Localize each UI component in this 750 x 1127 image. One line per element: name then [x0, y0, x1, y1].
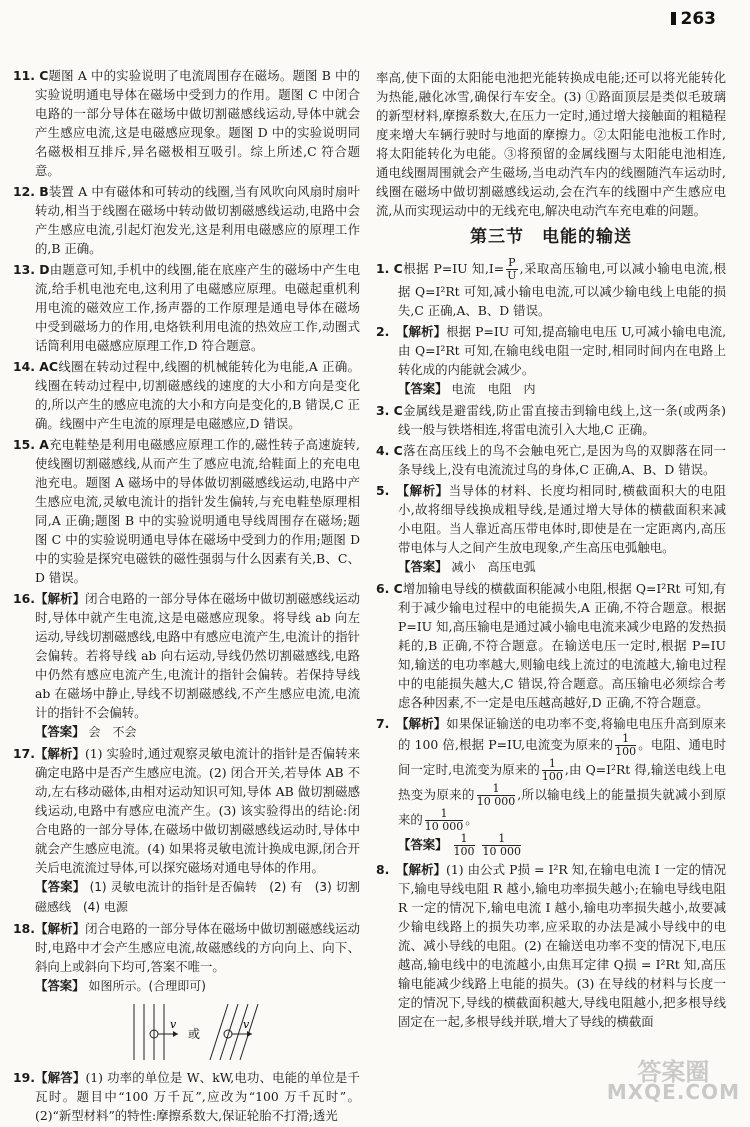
fraction: $\frac{1}{10 000}$ — [476, 782, 516, 808]
page-number: 263 — [671, 10, 717, 29]
field-lines-figure — [130, 1002, 260, 1062]
field-line — [230, 1004, 248, 1060]
right-column — [376, 68, 726, 1033]
arrow-head-icon — [173, 1031, 178, 1037]
velocity-label: v — [243, 1018, 250, 1031]
section-title: 第三节 电能的输送 — [470, 227, 632, 247]
question-17: 17.【解析】(1) 实验时,通过观察灵敏电流计的指针是否偏转来确定电路中是否产生感应电流。(2) 闭合开关,若导体 AB 不动,左右移动磁体,由相对运动知识可知,导体 AB 做切割磁感线运动,电路中有感应电流产生。(3) 该实验得出的结论:闭合电路的一部分导体,在磁场中做切割磁感线运动时,导体中就会产生感应电流。(4) 如果将灵敏电流计换成电源,闭合开关后电流流过导体,可以探究磁场对通电导体的作用。 【答案】 (1) 灵敏电流计的指针是否偏转 (2) 有 (3) 切割磁感线 (4) 电源 — [13, 746, 360, 914]
question-18: 18.【解析】闭合电路的一部分导体在磁场中做切割磁感线运动时,电路中才会产生感应电流,故磁感线的方向向上、向下、斜向上或斜向下均可,答案不唯一。 【答案】 如图所示。(合理即可) v 或 v — [13, 919, 360, 1062]
question-8: 8. 【解析】(1) 由公式 P损 = I²R 知,在输电电流 I 一定的情况下,输电导线电阻 R 越小,输电功率损失越小;在输电导线电阻 R 一定的情况下,输电电流 I 越小,输电功率损失越小,故要减少输电线路上的损失功率,应采取的办法是减小导线中的电流、减小导线的电阻。(2) 在输送电功率不变的情况下,电压越高,输电线中的电流越小,由焦耳定律 Q损 = I²Rt 知,高压输电能减少线路上电能的损失。(3) 在导线的材料与长度一定的情况下,导线的横截面积越大,导线电阻越小,把多根导线固定在一起,多根导线并联,增大了导线的横截面 — [376, 862, 726, 1029]
question-4: 4. C落在高压线上的鸟不会触电死亡,是因为鸟的双脚落在同一条导线上,没有电流流过鸟的身体,C 正确,A、B、D 错误。 — [376, 443, 726, 477]
question-15: 15. A充电鞋垫是利用电磁感应原理工作的,磁性转子高速旋转,使线圈切割磁感线,从而产生了感应电流,给鞋面上的充电电池充电。题图 A 磁场中的导体做切割磁感线运动,电路中产生感应电流,灵敏电流计的指针发生偏转,与充电鞋垫原理相同,A 正确;题图 B 中的实验说明通电导线周围存在磁场;题图 C 中的实验说明通电导体在磁场中受到力的作用;题图 D 中的实验是探究电磁铁的磁性强弱与什么因素有关,B、C、D 错误。 — [13, 437, 360, 585]
question-11: 11. C题图 A 中的实验说明了电流周围存在磁场。题图 B 中的实验说明通电导体在磁场中受到力的作用。题图 C 中闭合电路的一部分导体在磁场中做切割磁感线运动,导体中就会产生感应电流,这是电磁感应现象。题图 D 中的实验说明同名磁极相互排斥,异名磁极相互吸引。综上所述,C 符合题意。 — [13, 68, 360, 178]
fraction: $\frac{1}{100}$ — [615, 732, 637, 758]
question-19: 19.【解答】(1) 功率的单位是 W、kW,电功、电能的单位是千瓦时。题目中“100 万千瓦”,应改为“100 万千瓦时”。(2)“新型材料”的特性:摩擦系数大,保证轮胎不打滑;透光 — [13, 1070, 360, 1123]
answer-fraction: $\frac{1}{10 000}$ — [482, 832, 521, 858]
question-5: 5. 【解析】当导体的材料、长度均相同时,横截面积大的电阻小,故将细导线换成粗导线,是通过增大导体的横截面积来减小电阻。当人靠近高压带电体时,即使是在一定距离内,高压带电体与人之间产生放电现象,产生高压电弧触电。 【答案】 减小 高压电弧 — [376, 483, 726, 574]
answer-fraction: $\frac{1}{100}$ — [453, 832, 475, 858]
field-line — [220, 1004, 238, 1060]
field-line — [240, 1004, 258, 1060]
question-2: 2. 【解析】根据 P=IU 可知,提高输电电压 U,可减小输电电流,由 Q=I²Rt 可知,在输电线电阻一定时,相同时间内在电路上转化成的内能就会减少。 【答案】 电流 电阻 内 — [376, 324, 727, 396]
question-16: 16.【解析】闭合电路的一部分导体在磁场中做切割磁感线运动时,导体中就产生电流,这是电磁感应现象。将导线 ab 向左运动,导线切割磁感线,电路中有感应电流产生,电流计的指针会偏转。若将导线 ab 向右运动,导线仍然切割磁感线,电路中仍然有感应电流产生,电流计的指针会偏转。若保持导线 ab 在磁场中静止,导线不切割磁感线,不产生感应电流,电流计的指针不会偏转。 【答案】 会 不会 — [13, 591, 361, 739]
fraction: $\frac{1}{100}$ — [541, 757, 563, 783]
question-3: 3. C金属线是避雷线,防止雷直接击到输电线上,这一条(或两条)线一般与铁塔相连,将雷电流引入大地,C 正确。 — [376, 403, 726, 437]
fraction: $\frac{1}{10 000}$ — [424, 807, 464, 833]
velocity-label: v — [170, 1018, 177, 1031]
field-line — [210, 1004, 228, 1060]
watermark-logo: 答案圈 MXQE.COM — [606, 1058, 740, 1104]
left-column — [13, 66, 360, 1127]
question-13: 13. D由题意可知,手机中的线圈,能在底座产生的磁场中产生电流,给手机电池充电,这利用了电磁感应原理。电磁起重机利用电流的磁效应工作,扬声器的工作原理是通电导体在磁场中受到磁场力的作用,电烙铁利用电流的热效应工作,动圈式话筒利用电磁感应原理工作,D 符合题意。 — [13, 262, 360, 353]
question-7: 7. 【解析】如果保证输送的电功率不变,将输电电压升高到原来的 100 倍,根据 P=IU,电流变为原来的 $\frac{1}{100}$ 。电阻、通电时间一定时,电流变为原来的 $\frac{1}{100}$ ,由 Q=I²Rt 得,输送电线上电热变为原来的 $\frac{1}{10 000}$ ,所以输电线上的能量损失就减小到原来的 $\frac{1}{10 000}$ 。 【答案】 $\frac{1}{100}$ $\frac{1}{10 000}$ — [376, 716, 727, 858]
or-label: 或 — [188, 1027, 201, 1041]
question-12: 12. B装置 A 中有磁体和可转动的线圈,当有风吹向风扇时扇叶转动,相当于线圈在磁场中转动做切割磁感线运动,电路中会产生感应电流,引起灯泡发光,这是利用电磁感应的原理工作的,B 正确。 — [13, 184, 360, 256]
question-6: 6. C增加输电导线的横截面积能减小电阻,根据 Q=I²Rt 可知,有利于减少输电过程中的电能损失,A 正确,不符合题意。根据 P=IU 知,高压输电是通过减小输电电流来减少电路的发热损耗的,B 正确,不符合题意。在输送电压一定时,根据 P=IU 知,输送的电功率越大,则输电线上流过的电流越大,输电过程中的电能损失越大,C 错误,符合题意。高压输电必须综合考虑各种因素,不一定是电压越高越好,D 正确,不符合题意。 — [376, 581, 726, 710]
question-1: 1. C根据 P=IU 知,I= $\frac{P}{U}$ ,采取高压输电,可以减小输电电流,根据 Q=I²Rt 可知,减小输电电流,可以减少输电线上电能的损失,C 正确,A、B、D 错误。 — [376, 256, 726, 318]
question-14: 14. AC线圈在转动过程中,线圈的机械能转化为电能,A 正确。线圈在转动过程中,切割磁感线的速度的大小和方向是变化的,所以产生的感应电流的大小和方向是变化的,B 错误,C 正确。线圈中产生电流的原理是电磁感应,D 错误。 — [13, 359, 360, 431]
question-19-continued: 率高,使下面的太阳能电池把光能转换成电能;还可以将光能转化为热能,融化冰雪,确保行车安全。(3) ①路面顶层是类似毛玻璃的新型材料,摩擦系数大,在压力一定时,通过增大接触面的粗糙程度来增大车辆行驶时与地面的摩擦力。②太阳能电池板工作时,将太阳能转化为电能。③将预留的金属线圈与太阳能电池相连,通电线圈周围就会产生磁场,当电动汽车内的线圈随汽车运动时,线圈在磁场中做切割磁感线运动,会在汽车的线圈中产生感应电流,从而实现运动中的无线充电,解决电动汽车充电难的问题。 — [376, 70, 726, 218]
fraction: $\frac{P}{U}$ — [507, 256, 517, 282]
page-marker-bar — [671, 12, 676, 25]
